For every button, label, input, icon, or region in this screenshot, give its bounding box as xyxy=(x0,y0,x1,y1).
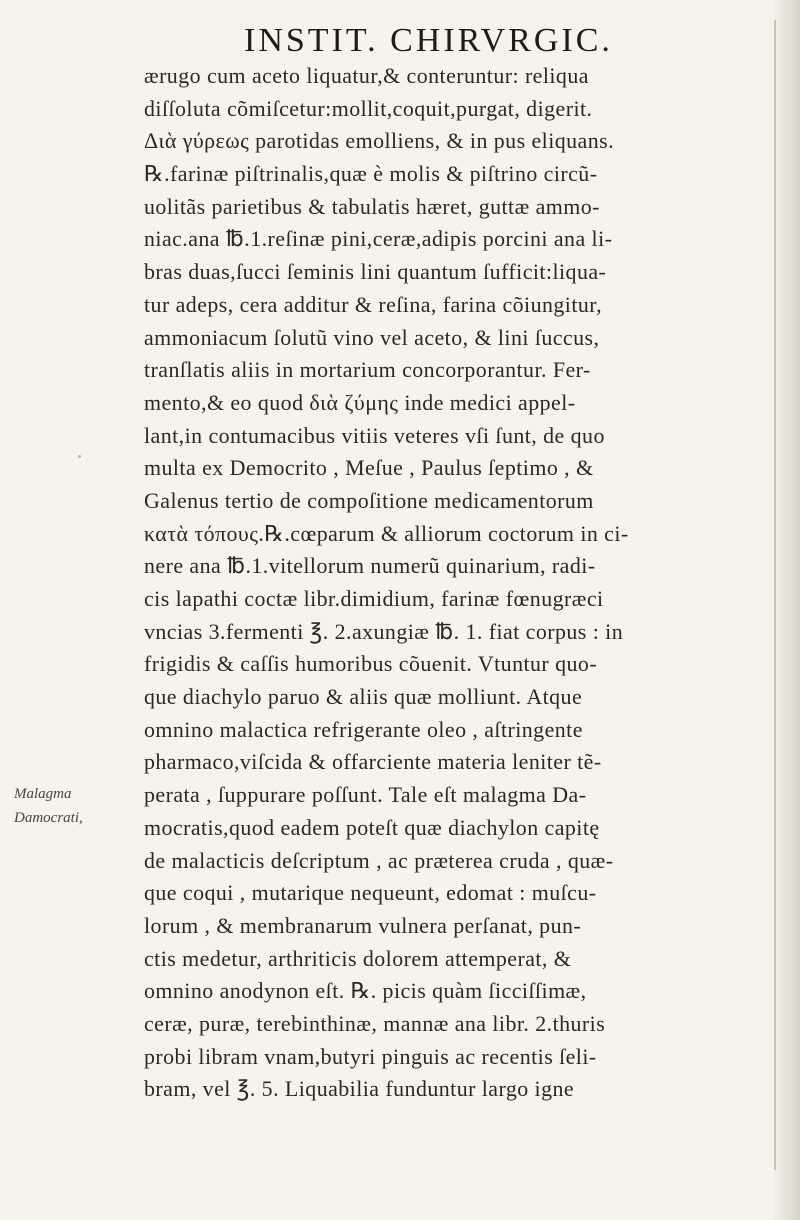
text-line: ammoniacum ſolutũ vino vel aceto, & lini ſuccus, xyxy=(144,324,600,350)
text-line: ctis medetur, arthriticis dolorem attemperat, & xyxy=(144,945,572,971)
text-line: niac.ana ℔.1.reſinæ pini,ceræ,adipis porcini ana li- xyxy=(144,226,613,252)
text-line: omnino malactica refrigerante oleo , aſtringente xyxy=(144,716,583,742)
text-line: lant,in contumacibus vitiis veteres vſi ſunt, de quo xyxy=(144,422,605,448)
text-line: de malacticis deſcriptum , ac præterea cruda , quæ- xyxy=(144,847,614,873)
text-line: diſſoluta cõmiſcetur:mollit,coquit,purgat, digerit. xyxy=(144,95,593,121)
text-line: mocratis,quod eadem poteſt quæ diachylon capitę xyxy=(144,814,600,840)
text-line: bram, vel ℥. 5. Liquabilia funduntur largo igne xyxy=(144,1076,575,1102)
margin-note xyxy=(14,782,132,830)
margin-note-line: Damocrati, xyxy=(14,810,83,826)
text-line: ℞.farinæ piſtrinalis,quæ è molis & piſtrino circũ- xyxy=(144,161,598,187)
text-line: cis lapathi coctæ libr.dimidium, farinæ fœnugræci xyxy=(144,586,604,611)
text-line: lorum , & membranarum vulnera perſanat, pun- xyxy=(144,912,582,938)
ink-speck xyxy=(78,455,81,458)
text-line: vncias 3.fermenti ℥. 2.axungiæ ℔. 1. fiat corpus : in xyxy=(144,618,624,644)
text-line: uolitãs parietibus & tabulatis hæret, guttæ ammo- xyxy=(144,193,600,219)
text-line: que diachylo paruo & aliis quæ molliunt. Atque xyxy=(144,684,583,710)
text-line: perata , ſuppurare poſſunt. Tale eſt malagma Da- xyxy=(144,782,587,808)
text-line: pharmaco,viſcida & offarciente materia leniter tẽ- xyxy=(144,749,602,775)
margin-note-line: Malagma xyxy=(14,786,72,802)
text-line: bras duas,ſucci ſeminis lini quantum ſufficit:liqua- xyxy=(144,259,607,285)
text-line: mento,& eo quod διὰ ζύμης inde medici appel- xyxy=(144,389,576,415)
text-line: ærugo cum aceto liquatur,& conteruntur: reliqua xyxy=(144,63,589,88)
text-line: tranſlatis aliis in mortarium concorporantur. Fer- xyxy=(144,357,591,383)
text-line: probi libram vnam,butyri pinguis ac recentis ſeli- xyxy=(144,1043,597,1069)
text-line: Galenus tertio de compoſitione medicamentorum xyxy=(144,487,594,513)
text-line: ceræ, puræ, terebinthinæ, mannæ ana libr. 2.thuris xyxy=(144,1010,606,1036)
text-line: κατὰ τόπους.℞.cœparum & alliorum coctorum in ci- xyxy=(144,520,629,546)
body-text xyxy=(144,60,784,1106)
text-line: tur adeps, cera additur & reſina, farina cõiungitur, xyxy=(144,291,603,317)
text-line: multa ex Democrito , Meſue , Paulus ſeptimo , & xyxy=(144,455,594,481)
text-line: nere ana ℔.1.vitellorum numerũ quinarium, radi- xyxy=(144,553,596,579)
text-line: que coqui , mutarique nequeunt, edomat : muſcu- xyxy=(144,880,597,906)
text-line: Διὰ γύρεως parotidas emolliens, & in pus eliquans. xyxy=(144,128,615,154)
running-head: INSTIT. CHIRVRGIC. xyxy=(244,22,613,59)
text-line: omnino anodynon eſt. ℞. picis quàm ſicciſſimæ, xyxy=(144,978,587,1004)
text-line: frigidis & caſſis humoribus cõuenit. Vtuntur quo- xyxy=(144,651,598,677)
